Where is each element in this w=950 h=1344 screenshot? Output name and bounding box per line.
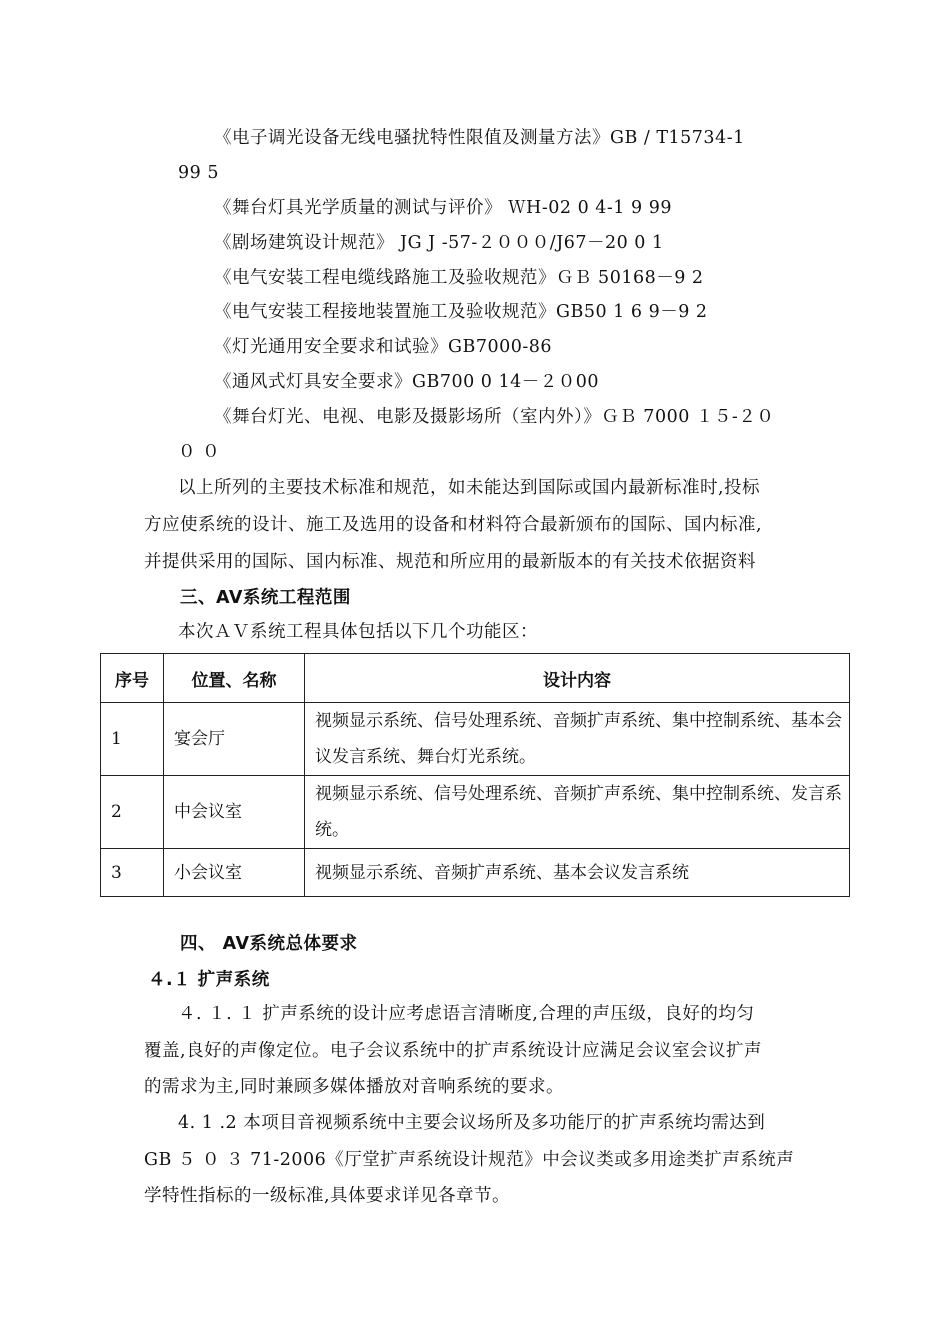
section-3-intro: 本次ＡＶ系统工程具体包括以下几个功能区：	[178, 622, 538, 642]
standard-line: ０ ０	[178, 442, 221, 462]
row-content: 视频显示系统、信号处理系统、音频扩声系统、集中控制系统、基本会议发言系统、舞台灯光系统。	[305, 703, 850, 776]
paragraph-line: 覆盖,良好的声像定位。电子会议系统中的扩声系统设计应满足会议室会议扩声	[144, 1041, 763, 1061]
standard-line: 99 5	[178, 163, 219, 183]
summary-line: 以上所列的主要技术标准和规范，如未能达到国际或国内最新标准时,投标	[178, 478, 761, 498]
row-name: 中会议室	[164, 776, 305, 849]
header-location: 位置、名称	[164, 654, 305, 703]
row-content: 视频显示系统、音频扩声系统、基本会议发言系统	[305, 849, 850, 897]
row-no: 3	[101, 849, 164, 897]
table-row	[101, 776, 850, 849]
standard-line: 《通风式灯具安全要求》GB700 0 14－２０00	[214, 372, 600, 392]
row-name: 宴会厅	[164, 703, 305, 776]
table-row	[101, 703, 850, 776]
row-name: 小会议室	[164, 849, 305, 897]
summary-line: 方应使系统的设计、施工及选用的设备和材料符合最新颁布的国际、国内标准,	[144, 515, 763, 535]
row-no: 1	[101, 703, 164, 776]
paragraph-line: GB ５ ０ ３ 71-2006《厅堂扩声系统设计规范》中会议类或多用途类扩声系统声	[144, 1150, 795, 1170]
row-no: 2	[101, 776, 164, 849]
standard-line: 《舞台灯具光学质量的测试与评价》 ＷH-02 0 4-1 9 99	[214, 198, 672, 218]
section-3-heading: 三、AV系统工程范围	[180, 588, 351, 608]
av-scope-table	[100, 653, 850, 897]
section-4-1-heading: ４.１ 扩声系统	[148, 970, 270, 990]
standard-line: 《电气安装工程电缆线路施工及验收规范》ＧＢ 50168－9 2	[214, 268, 704, 288]
header-content: 设计内容	[305, 654, 850, 703]
summary-line: 并提供采用的国际、国内标准、规范和所应用的最新版本的有关技术依据资料	[144, 552, 756, 572]
standard-line: 《电子调光设备无线电骚扰特性限值及测量方法》GB / T15734-1	[214, 128, 745, 148]
paragraph-line: ４. １. １ 扩声系统的设计应考虑语言清晰度,合理的声压级，良好的均匀	[178, 1004, 755, 1024]
table-row	[101, 849, 850, 897]
paragraph-line: 学特性指标的一级标准,具体要求详见各章节。	[144, 1186, 511, 1206]
standard-line: 《电气安装工程接地装置施工及验收规范》GB50 1 6 9－9 2	[214, 302, 708, 322]
paragraph-line: 4. 1 .2 本项目音视频系统中主要会议场所及多功能厅的扩声系统均需达到	[178, 1113, 766, 1133]
row-content: 视频显示系统、信号处理系统、音频扩声系统、集中控制系统、发言系统。	[305, 776, 850, 849]
table-header-row	[101, 654, 850, 703]
standard-line: 《灯光通用安全要求和试验》GB7000-86	[214, 337, 553, 357]
header-no: 序号	[101, 654, 164, 703]
standard-line: 《舞台灯光、电视、电影及摄影场所（室内外）》ＧＢ 7000 １５-２０	[214, 407, 775, 427]
paragraph-line: 的需求为主,同时兼顾多媒体播放对音响系统的要求。	[144, 1077, 565, 1097]
standard-line: 《剧场建筑设计规范》 JG J -57-２０００/J67－20 0 1	[214, 233, 664, 253]
section-4-heading: 四、 AV系统总体要求	[180, 934, 358, 954]
